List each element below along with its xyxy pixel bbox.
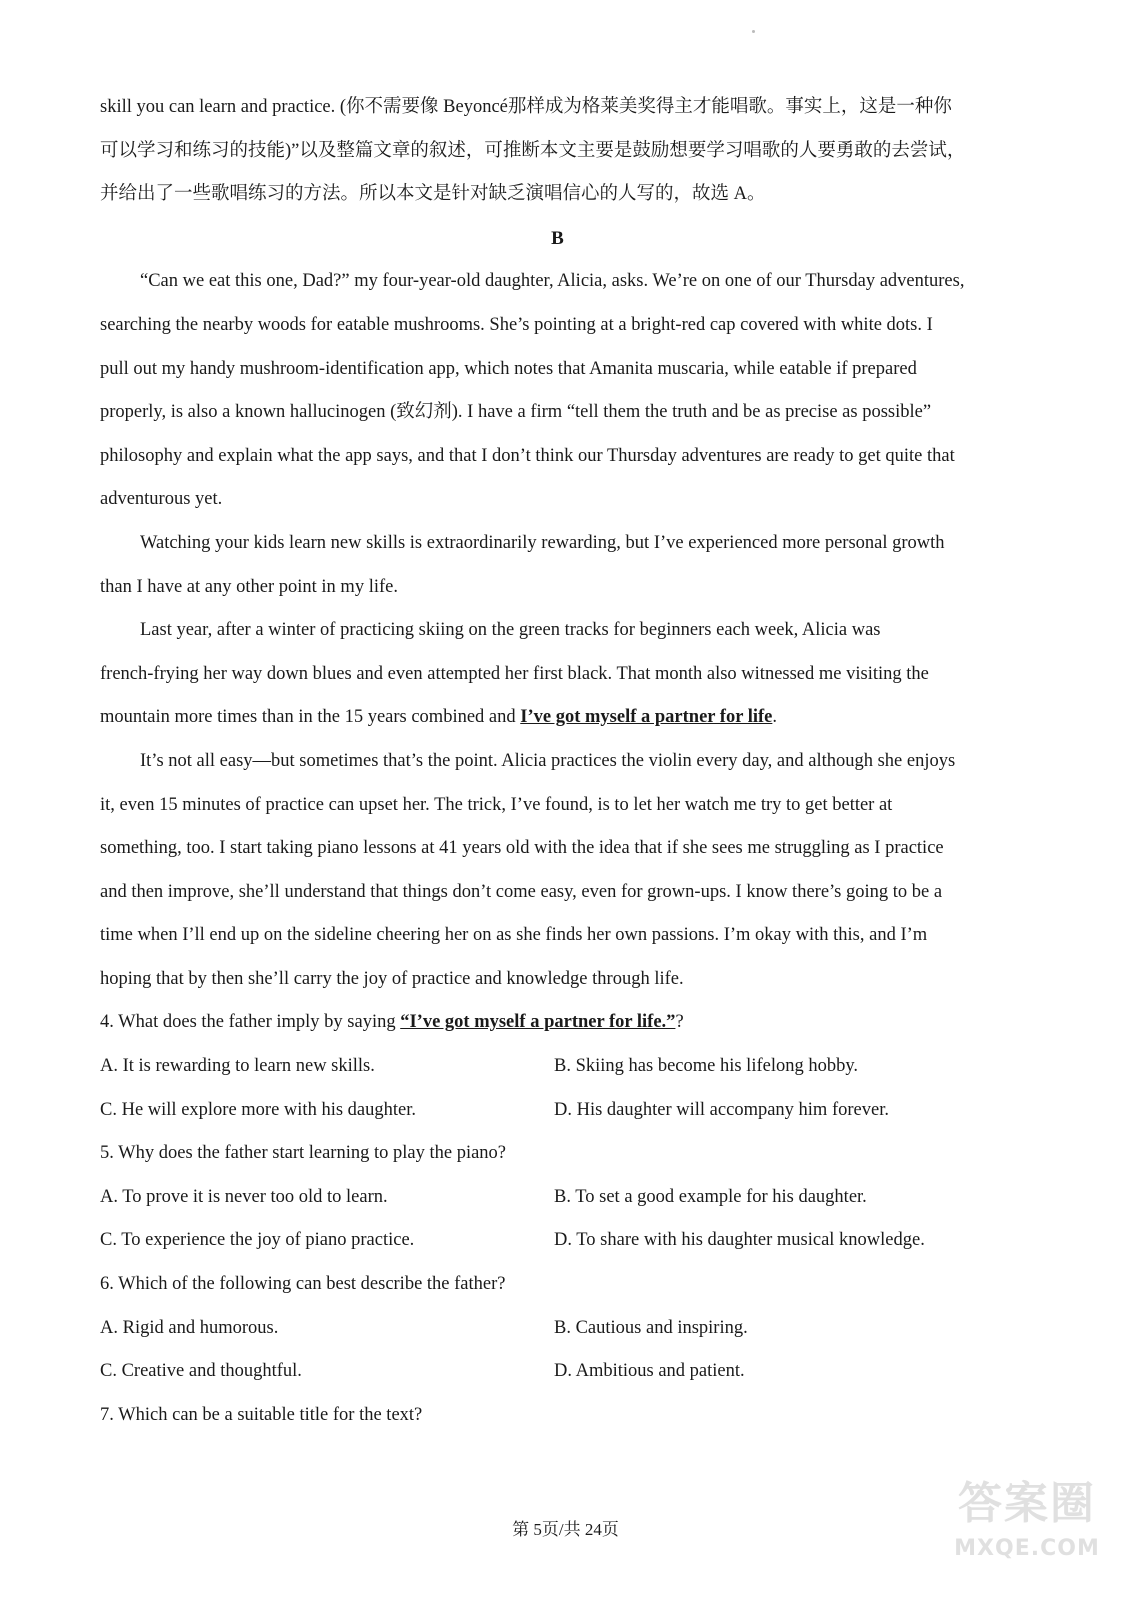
paragraph-line: it, even 15 minutes of practice can upset her. The trick, I’ve found, is to let her watch me try to get better at: [100, 794, 893, 815]
option-b: B. To set a good example for his daughter.: [554, 1186, 867, 1207]
paragraph-line: time when I’ll end up on the sideline cheering her on as she finds her own passions. I’m okay with this, and I’m: [100, 925, 928, 946]
paragraph-line: philosophy and explain what the app says, and that I don’t think our Thursday adventures are ready to get quite that: [100, 445, 955, 466]
page-content: [100, 86, 1015, 1437]
question-5: [100, 1132, 1015, 1263]
option-c: C. He will explore more with his daughter.: [100, 1099, 416, 1120]
paragraph-line: and then improve, she’ll understand that things don’t come easy, even for grown-ups. I know there’s going to be a: [100, 881, 943, 902]
option-a: A. Rigid and humorous.: [100, 1317, 279, 1338]
question-7: [100, 1394, 1015, 1438]
question-text: 7. Which can be a suitable title for the text?: [100, 1404, 423, 1425]
paragraph-line: than I have at any other point in my life.: [100, 576, 398, 597]
intro-explanation: [100, 86, 1015, 217]
highlighted-phrase: I’ve got myself a partner for life: [520, 707, 773, 728]
options-row: [100, 1307, 1015, 1351]
paragraph-line: something, too. I start taking piano lessons at 41 years old with the idea that if she sees me struggling as I practice: [100, 838, 944, 859]
question-text: [100, 1001, 1015, 1045]
option-a: A. To prove it is never too old to learn.: [100, 1186, 388, 1207]
passage-paragraph-3: [100, 609, 1015, 740]
paragraph-text: mountain more times than in the 15 years combined and: [100, 707, 521, 728]
options-row: [100, 1350, 1015, 1394]
question-text: 5. Why does the father start learning to play the piano?: [100, 1143, 507, 1164]
question-4: [100, 1001, 1015, 1132]
paragraph-line: Watching your kids learn new skills is extraordinarily rewarding, but I’ve experienced more personal growth: [140, 532, 945, 553]
paragraph-line: It’s not all easy—but sometimes that’s the point. Alicia practices the violin every day, and although she enjoys: [140, 750, 956, 771]
question-6: [100, 1263, 1015, 1394]
paragraph-line: pull out my handy mushroom-identification app, which notes that Amanita muscaria, while eatable if prepared: [100, 358, 917, 379]
section-title: B: [551, 227, 564, 249]
question-mark: ?: [675, 1012, 684, 1033]
option-b: B. Skiing has become his lifelong hobby.: [554, 1056, 859, 1077]
options-row: [100, 1045, 1015, 1089]
paragraph-line: Last year, after a winter of practicing skiing on the green tracks for beginners each week, Alicia was: [140, 620, 881, 641]
intro-line: 可以学习和练习的技能)”以及整篇文章的叙述，可推断本文主要是鼓励想要学习唱歌的人要勇敢的去尝试，: [100, 140, 966, 161]
question-text: 6. Which of the following can best describe the father?: [100, 1274, 506, 1295]
option-c: C. Creative and thoughtful.: [100, 1361, 302, 1382]
passage-paragraph-2: [100, 522, 1015, 609]
paragraph-line: french-frying her way down blues and even attempted her first black. That month also witnessed me visiting the: [100, 663, 929, 684]
quoted-phrase: “I’ve got myself a partner for life.”: [400, 1012, 676, 1033]
option-c: C. To experience the joy of piano practice.: [100, 1230, 415, 1251]
paragraph-line: [100, 696, 1015, 740]
option-d: D. Ambitious and patient.: [554, 1361, 745, 1382]
paragraph-text: .: [772, 707, 777, 728]
option-a: A. It is rewarding to learn new skills.: [100, 1056, 375, 1077]
intro-line: 并给出了一些歌唱练习的方法。所以本文是针对缺乏演唱信心的人写的，故选 A。: [100, 184, 766, 205]
options-row: [100, 1089, 1015, 1133]
option-d: D. His daughter will accompany him forever.: [554, 1099, 889, 1120]
watermark-site: MXQE.COM: [954, 1536, 1100, 1561]
paragraph-line: adventurous yet.: [100, 489, 223, 510]
watermark-logo: [937, 1474, 1117, 1594]
passage-paragraph-1: [100, 260, 1015, 522]
options-row: [100, 1219, 1015, 1263]
intro-line: skill you can learn and practice. (你不需要像 Beyoncé那样成为格莱美奖得主才能唱歌。事实上，这是一种你: [100, 97, 952, 117]
options-row: [100, 1176, 1015, 1220]
option-b: B. Cautious and inspiring.: [554, 1317, 748, 1338]
page-number: 第 5页/共 24页: [512, 1520, 619, 1539]
question-stem: 4. What does the father imply by saying: [100, 1012, 401, 1033]
option-d: D. To share with his daughter musical knowledge.: [554, 1230, 925, 1251]
paragraph-line: “Can we eat this one, Dad?” my four-year-old daughter, Alicia, asks. We’re on one of our Thursday adventures,: [140, 271, 965, 292]
scan-dot: [752, 30, 755, 33]
passage-paragraph-4: [100, 740, 1015, 1002]
watermark-glyphs: 答案圈: [958, 1478, 1096, 1529]
paragraph-line: properly, is also a known hallucinogen (致幻剂). I have a firm “tell them the truth and be as precise as possible”: [100, 402, 932, 423]
paragraph-line: searching the nearby woods for eatable mushrooms. She’s pointing at a bright-red cap covered with white dots. I: [100, 314, 933, 335]
paragraph-line: hoping that by then she’ll carry the joy of practice and knowledge through life.: [100, 968, 684, 989]
